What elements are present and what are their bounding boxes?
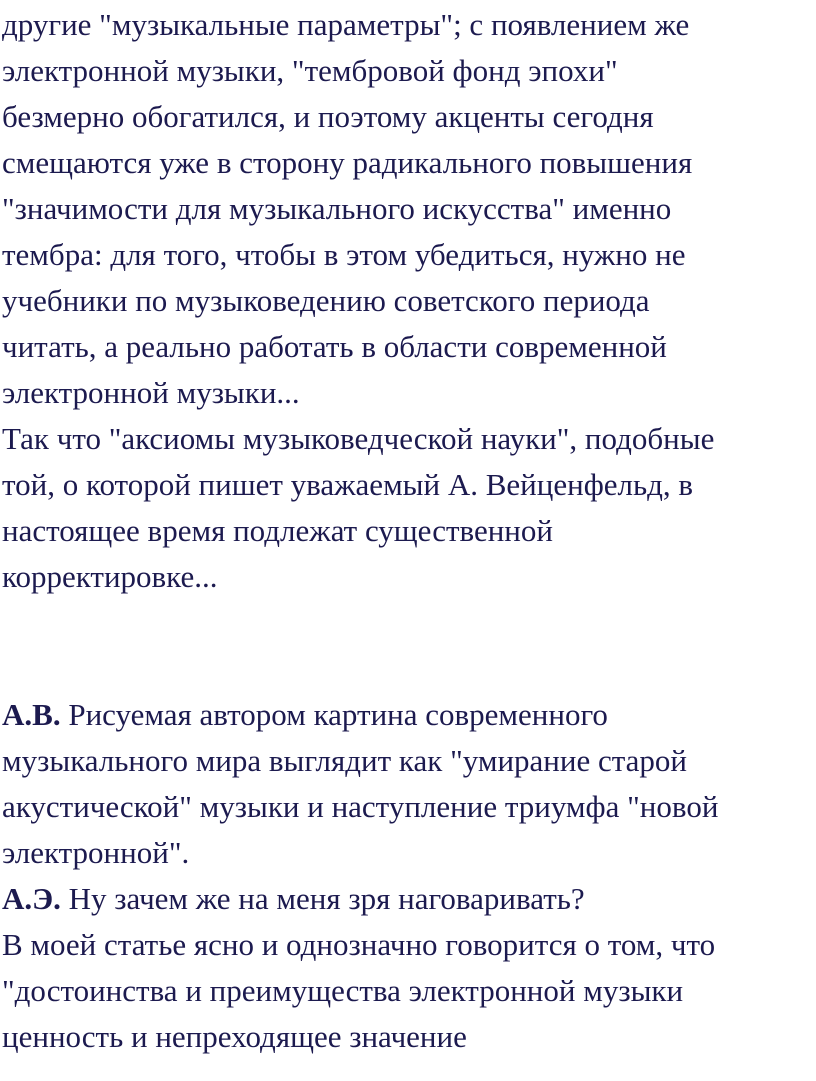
text-line: той, о которой пишет уважаемый А. Вейценфельд, в <box>2 467 694 502</box>
question-block <box>0 692 816 876</box>
text-line: электронной". <box>2 835 190 870</box>
text-line: В моей статье ясно и однозначно говорится о том, что <box>2 927 716 962</box>
text-line: ценность и непреходящее значение <box>2 1019 467 1054</box>
question-text: Рисуемая автором картина современного <box>60 697 608 732</box>
paragraph-2 <box>0 416 816 600</box>
text-line: "значимости для музыкального искусства" именно <box>2 191 672 226</box>
text-line: настоящее время подлежат существенной <box>2 513 553 548</box>
text-line: читать, а реально работать в области современной <box>2 329 667 364</box>
text-line: электронной музыки, "тембровой фонд эпохи" <box>2 53 618 88</box>
text-line: учебники по музыковедению советского периода <box>2 283 650 318</box>
text-line: акустической" музыки и наступление триумфа "новой <box>2 789 719 824</box>
text-line: электронной музыки... <box>2 375 300 410</box>
question-first-line <box>2 692 816 738</box>
text-line: безмерно обогатился, и поэтому акценты сегодня <box>2 99 654 134</box>
text-line: "достоинства и преимущества электронной музыки <box>2 973 684 1008</box>
paragraph-1 <box>0 2 816 416</box>
text-line: тембра: для того, чтобы в этом убедиться, нужно не <box>2 237 686 272</box>
paragraph-spacer <box>0 600 816 692</box>
text-line: музыкального мира выглядит как "умирание старой <box>2 743 688 778</box>
answer-text: Ну зачем же на меня зря наговаривать? <box>60 881 585 916</box>
answer-block <box>0 876 816 1060</box>
speaker-label: А.Э. <box>2 881 61 916</box>
text-line: Так что "аксиомы музыковедческой науки", подобные <box>2 421 715 456</box>
speaker-label: А.В. <box>2 697 61 732</box>
text-line: другие "музыкальные параметры"; с появлением же <box>2 7 690 42</box>
text-line: корректировке... <box>2 559 218 594</box>
answer-first-line <box>2 876 816 922</box>
text-line: смещаются уже в сторону радикального повышения <box>2 145 693 180</box>
